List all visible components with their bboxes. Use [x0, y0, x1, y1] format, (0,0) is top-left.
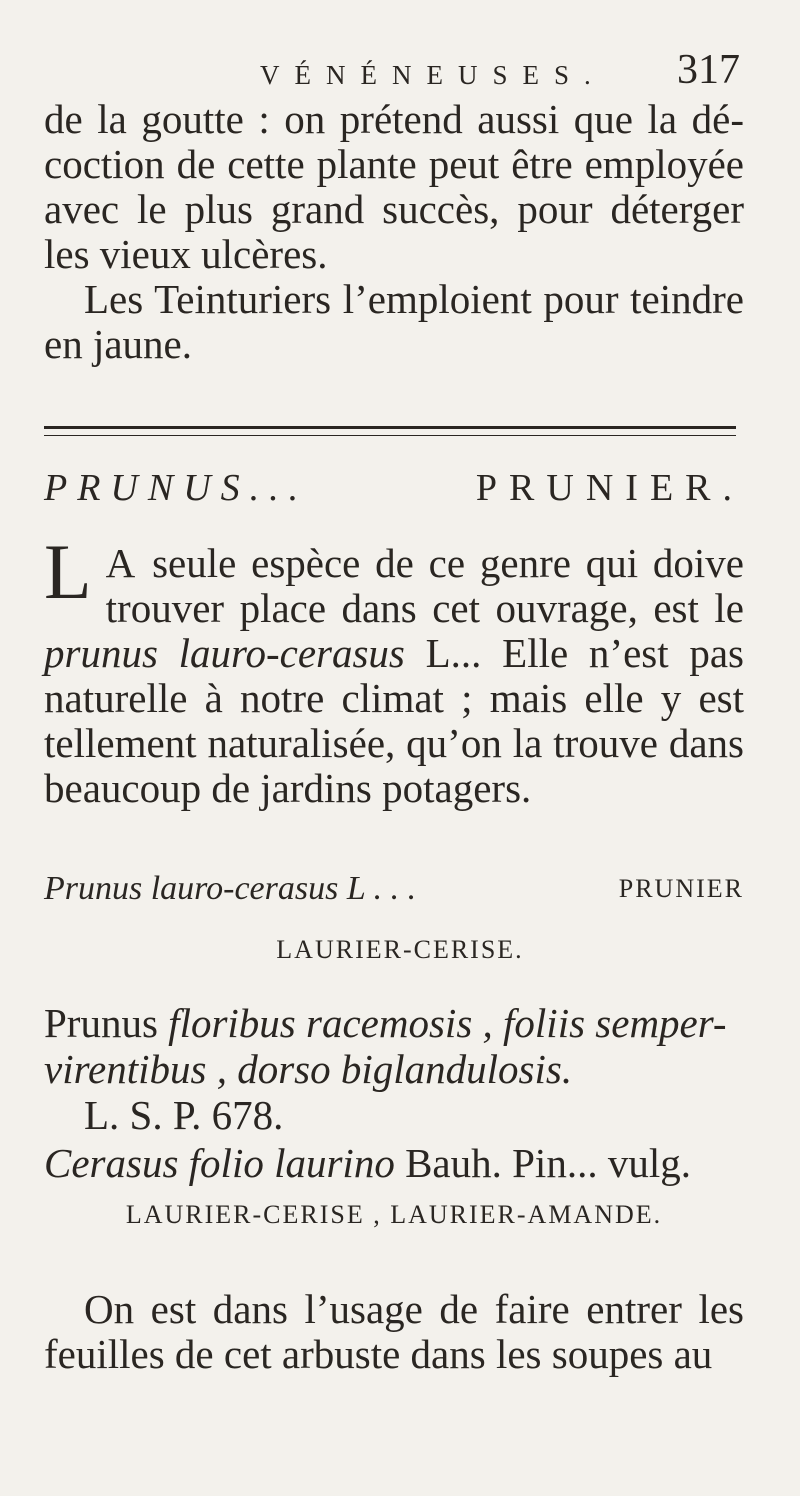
paragraph-2-text-a: seule espèce de ce genre qui doive trouver place dans cet ouvrage, est le [105, 540, 744, 631]
running-head [260, 46, 740, 96]
drop-cap: L [44, 528, 92, 615]
synonym-french: PRUNIER [618, 874, 744, 903]
section-rule-thin [44, 435, 736, 436]
description-1-lead: Prunus [44, 1000, 158, 1046]
paragraph-1: de la goutte : on prétend aussi que la dé-coction de cette plante peut être employée avec le plus grand succès, pour déterger les vieux ulcères. [44, 96, 744, 277]
description-1-latin: floribus racemosis , foliis semper-virentibus , dorso biglandulosis. [44, 1000, 727, 1092]
synonym-line [44, 870, 744, 908]
paragraph-2-text-b: L... Elle n’est pas naturelle à notre climat ; mais elle y est tellement naturalisée, qu’on la trouve dans beaucoup de jardins potagers. [44, 630, 744, 811]
description-2 [44, 1140, 744, 1238]
description-1 [44, 1000, 744, 1138]
description-1-ref: L. S. P. 678. [84, 1092, 284, 1138]
synonym-latin: Prunus lauro-cerasus L . . . [44, 870, 417, 907]
paragraph-3: On est dans l’usage de faire entrer les feuilles de cet arbuste dans les soupes au [44, 1286, 744, 1377]
section-heading [44, 466, 744, 510]
paragraph-2-lead: A [105, 540, 138, 586]
description-2-latin: Cerasus folio laurino [44, 1140, 395, 1186]
paragraph-2 [44, 528, 744, 811]
paragraph-1b: Les Teinturiers l’emploient pour teindre en jaune. [44, 276, 744, 367]
synonym-french-sub: LAURIER-CERISE. [276, 935, 524, 964]
description-2-common: LAURIER-CERISE , LAURIER-AMANDE. [125, 1200, 663, 1229]
section-heading-french: PRUNIER. [475, 467, 744, 509]
section-rule-thick [44, 426, 736, 429]
paragraph-2-latin-name: prunus lauro-cerasus [44, 630, 405, 676]
section-heading-latin: PRUNUS... [44, 467, 309, 509]
page-number: 317 [677, 47, 740, 93]
description-2-ref: Bauh. Pin... vulg. [405, 1140, 691, 1186]
running-head-title: VÉNÉNEUSES. [260, 60, 606, 90]
